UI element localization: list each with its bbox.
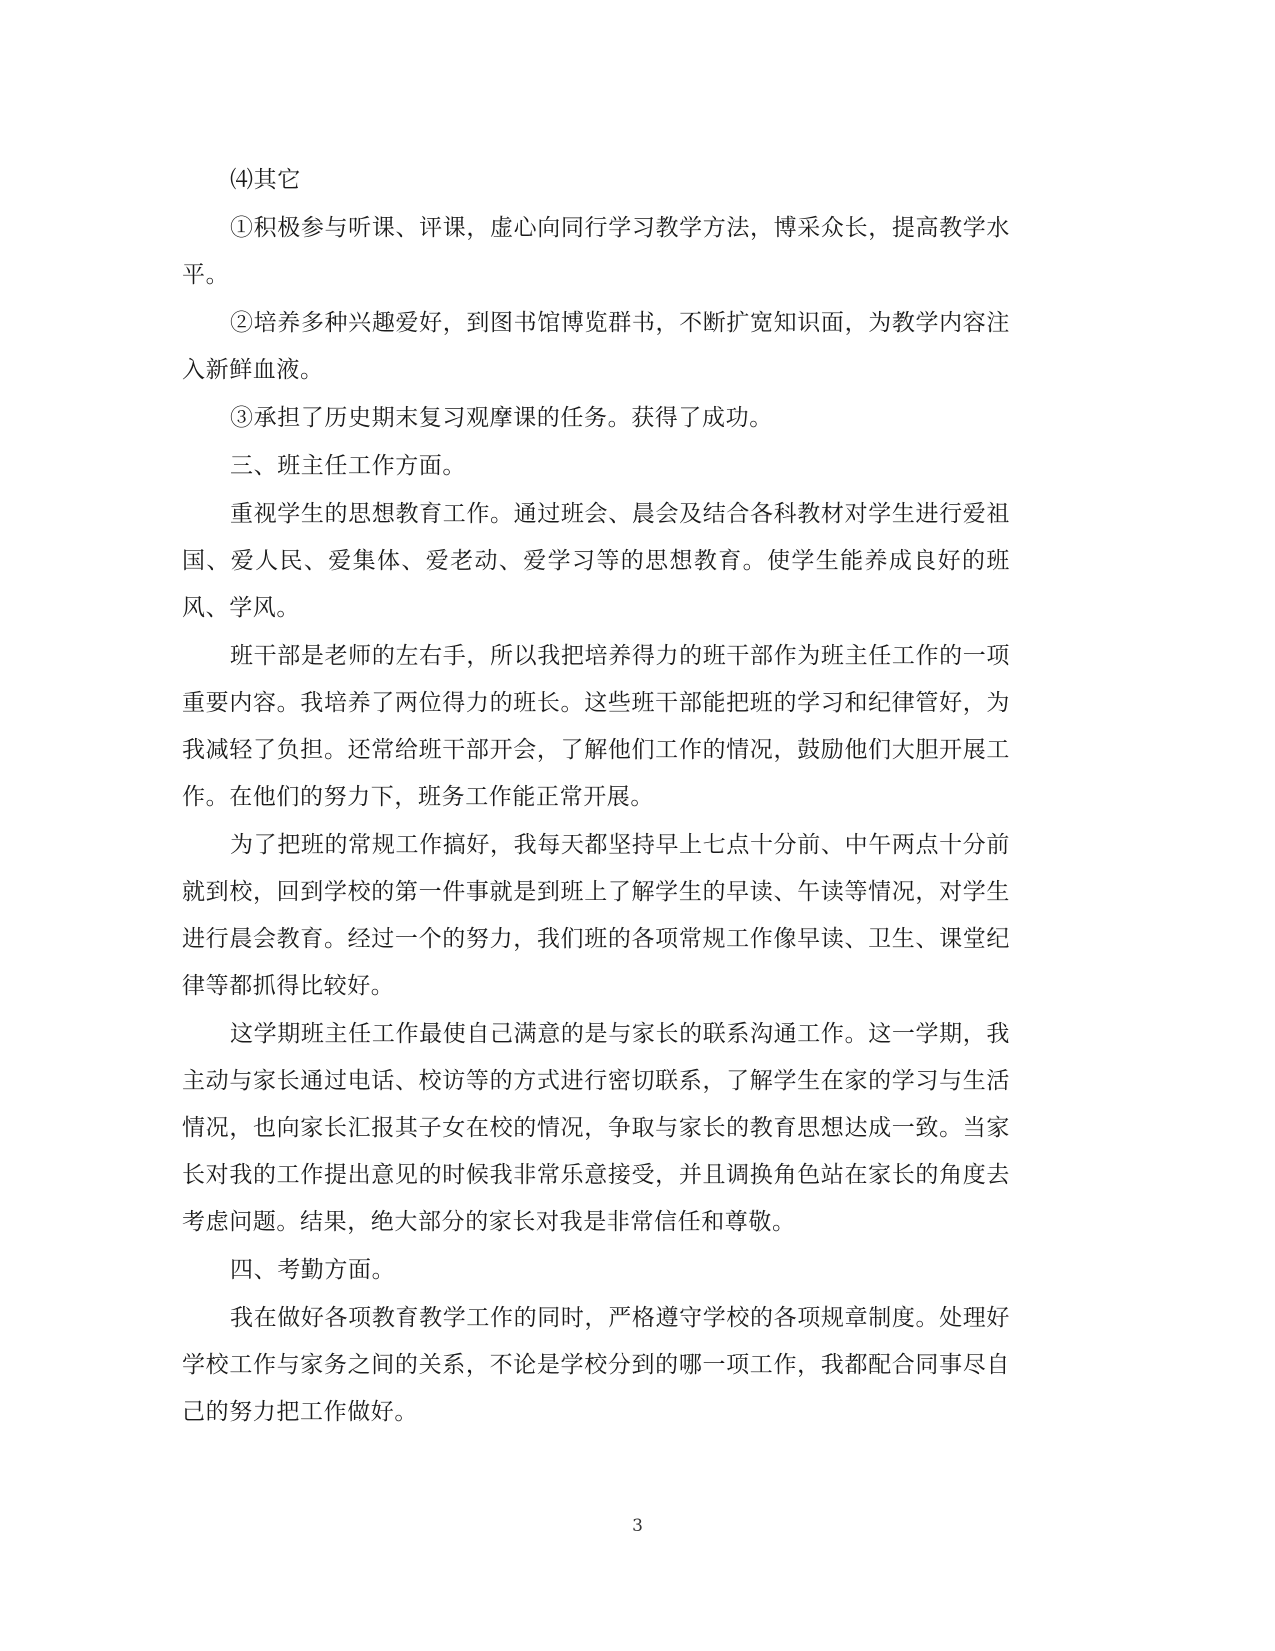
paragraph-class-cadres: 班干部是老师的左右手，所以我把培养得力的班干部作为班主任工作的一项重要内容。我培养了两位得力的班长。这些班干部能把班的学习和纪律管好，为我减轻了负担。还常给班干部开会，了解他们工作的情况，鼓励他们大胆开展工作。在他们的努力下，班务工作能正常开展。: [182, 643, 1010, 810]
page-number: 3: [632, 1516, 643, 1536]
paragraph-lesson-observation: ①积极参与听课、评课，虚心向同行学习教学方法，博采众长，提高教学水平。: [182, 215, 1010, 288]
paragraph-ideological-education: 重视学生的思想教育工作。通过班会、晨会及结合各科教材对学生进行爱祖国、爱人民、爱集体、爱老动、爱学习等的思想教育。使学生能养成良好的班风、学风。: [182, 501, 1010, 621]
paragraph-review-lesson: ③承担了历史期末复习观摩课的任务。获得了成功。: [230, 405, 773, 431]
section-heading-attendance: 四、考勤方面。: [230, 1257, 396, 1283]
paragraph-parent-communication: 这学期班主任工作最使自己满意的是与家长的联系沟通工作。这一学期，我主动与家长通过电话、校访等的方式进行密切联系，了解学生在家的学习与生活情况，也向家长汇报其子女在校的情况，争取与家长的教育思想达成一致。当家长对我的工作提出意见的时候我非常乐意接受，并且调换角色站在家长的角度去考虑问题。结果，绝大部分的家长对我是非常信任和尊敬。: [182, 1021, 1010, 1235]
section-heading-others: ⑷其它: [230, 167, 301, 193]
document-body: [182, 157, 1010, 1437]
paragraph-attendance: 我在做好各项教育教学工作的同时，严格遵守学校的各项规章制度。处理好学校工作与家务之间的关系，不论是学校分到的哪一项工作，我都配合同事尽自己的努力把工作做好。: [182, 1305, 1010, 1425]
section-heading-class-teacher: 三、班主任工作方面。: [230, 453, 466, 479]
paragraph-routine-work: 为了把班的常规工作搞好，我每天都坚持早上七点十分前、中午两点十分前就到校，回到学校的第一件事就是到班上了解学生的早读、午读等情况，对学生进行晨会教育。经过一个的努力，我们班的各项常规工作像早读、卫生、课堂纪律等都抓得比较好。: [182, 832, 1010, 999]
paragraph-interests: ②培养多种兴趣爱好，到图书馆博览群书，不断扩宽知识面，为教学内容注入新鲜血液。: [182, 310, 1010, 383]
